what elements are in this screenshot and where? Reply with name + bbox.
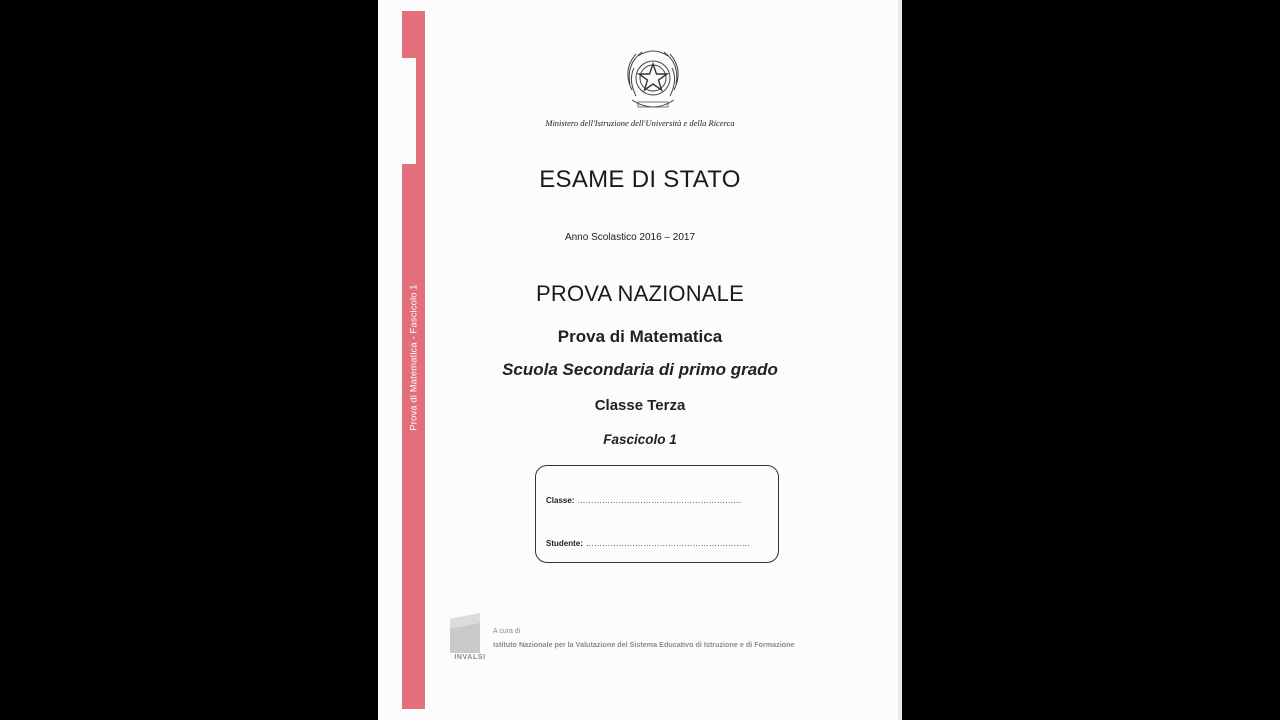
student-dots: …………………………………………………… xyxy=(585,539,750,548)
student-info-box xyxy=(535,465,779,563)
class-dots: …………………………………………………… xyxy=(577,496,742,505)
booklet-number: Fascicolo 1 xyxy=(603,432,677,447)
school-year: Anno Scolastico 2016 – 2017 xyxy=(564,232,696,243)
spine-notch xyxy=(402,58,416,164)
spine-text: Prova di Matematica - Fascicolo 1 xyxy=(408,283,420,431)
school-level: Scuola Secondaria di primo grado xyxy=(502,360,778,379)
class-level: Classe Terza xyxy=(594,397,686,414)
italian-republic-emblem-icon xyxy=(618,44,688,116)
student-label: Studente: xyxy=(546,539,583,548)
class-label: Classe: xyxy=(546,496,575,505)
subject-title: Prova di Matematica xyxy=(557,327,723,346)
document-page xyxy=(378,0,902,720)
ministry-name: Ministero dell'Istruzione dell'Università e della Ricerca xyxy=(545,118,735,128)
prova-nazionale-title: PROVA NAZIONALE xyxy=(536,281,744,306)
invalsi-wordmark: INVALSI xyxy=(454,654,486,661)
institute-name: Istituto Nazionale per la Valutazione del Sistema Educativo di Istruzione e di Formazione xyxy=(493,640,795,649)
student-field[interactable] xyxy=(546,539,750,548)
exam-title: ESAME DI STATO xyxy=(539,166,741,193)
care-of-text: A cura di xyxy=(493,628,521,635)
class-field[interactable] xyxy=(546,496,741,505)
page-edge xyxy=(898,0,902,720)
